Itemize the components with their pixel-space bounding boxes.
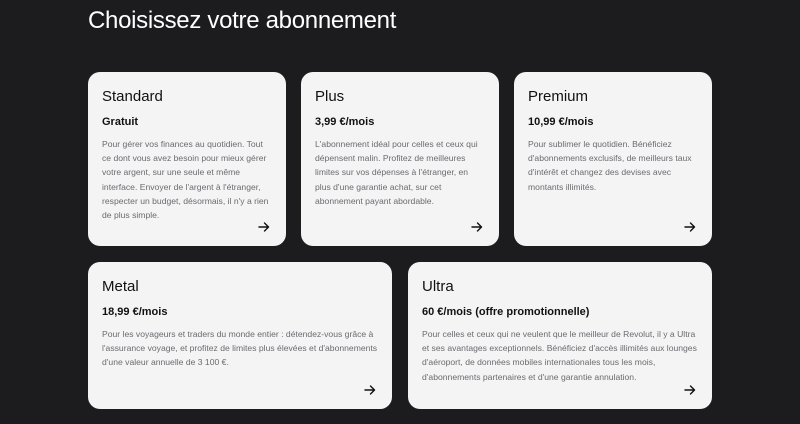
plan-name: Premium [528, 88, 589, 105]
plan-price: 3,99 €/mois [315, 116, 375, 128]
plan-card-standard[interactable] [88, 72, 286, 246]
plan-card-ultra[interactable] [408, 262, 712, 409]
plan-price: 18,99 €/mois [102, 306, 168, 318]
page-title: Choisissez votre abonnement [88, 7, 397, 34]
plan-card-premium[interactable] [514, 72, 712, 246]
arrow-right-icon[interactable] [364, 384, 376, 396]
plan-name: Standard [102, 88, 163, 105]
plan-price: 60 €/mois (offre promotionnelle) [422, 306, 590, 318]
arrow-right-icon[interactable] [471, 221, 483, 233]
plan-card-metal[interactable] [88, 262, 392, 409]
plan-description: Pour gérer vos finances au quotidien. Tout ce dont vous avez besoin pour mieux gérer votre argent, sur une seule et même interface. Envoyer de l'argent à l'étranger, respecter un budget, désormais, il n'y a rien de plus simple. [102, 139, 269, 221]
plan-name: Ultra [422, 278, 454, 295]
plan-description: Pour les voyageurs et traders du monde entier : détendez-vous grâce à l'assurance voyage, et profitez de limites plus élevées et d'abonnements d'une valeur annuelle de 3 100 €. [102, 329, 378, 368]
plan-description: Pour celles et ceux qui ne veulent que le meilleur de Revolut, il y a Ultra et ses avantages exceptionnels. Bénéficiez d'accès illimités aux lounges d'aéroport, de données mobiles internationales tous les mois, d'abonnements partenaires et d'une garantie annulation. [422, 329, 697, 382]
arrow-right-icon[interactable] [684, 221, 696, 233]
plan-name: Metal [102, 278, 139, 295]
arrow-right-icon[interactable] [258, 221, 270, 233]
plan-name: Plus [315, 88, 345, 105]
plan-description: L'abonnement idéal pour celles et ceux qui dépensent malin. Profitez de meilleures limites sur vos dépenses à l'étranger, en plus d'une garantie achat, sur cet abonnement payant abordable. [315, 139, 478, 206]
plan-description: Pour sublimer le quotidien. Bénéficiez d'abonnements exclusifs, de meilleurs taux d'intérêt et changez des devises avec montants illimités. [528, 139, 692, 192]
plan-price: 10,99 €/mois [528, 116, 594, 128]
plan-card-plus[interactable] [301, 72, 499, 246]
arrow-right-icon[interactable] [684, 384, 696, 396]
plan-price: Gratuit [102, 116, 139, 128]
